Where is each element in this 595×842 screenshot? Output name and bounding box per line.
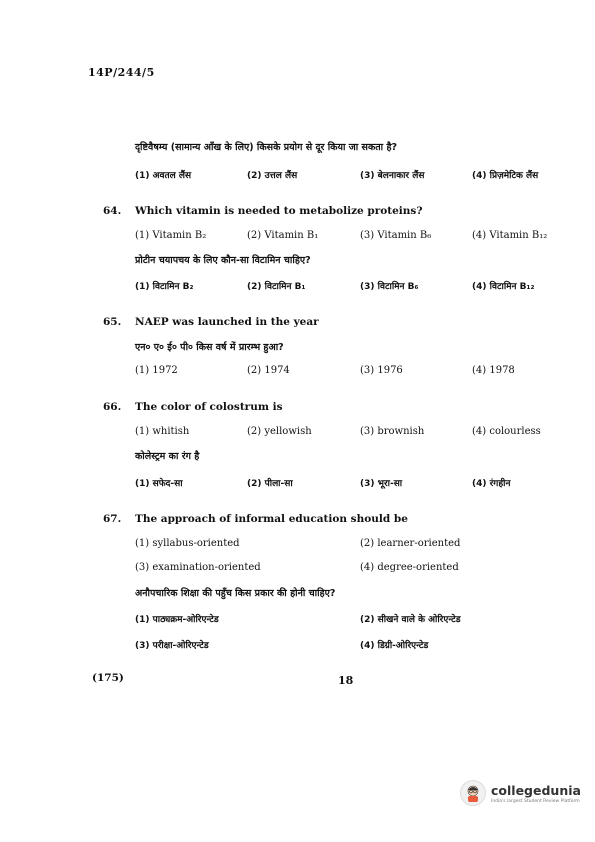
question-number: 64.: [103, 205, 122, 217]
option-hi: (3) विटामिन B₆: [360, 282, 419, 292]
option-en: (1) whitish: [135, 426, 190, 437]
option-en: (3) 1976: [360, 365, 403, 376]
option-en: (3) Vitamin B₆: [360, 230, 432, 241]
option-hi: (2) सीखने वाले के ओरिएन्टेड: [360, 615, 461, 625]
question-number: 66.: [103, 401, 122, 413]
watermark-logo: [460, 780, 581, 806]
option-en: (4) Vitamin B₁₂: [472, 230, 548, 241]
question-text-hi: एन० ए० ई० पी० किस वर्ष में प्रारम्भ हुआ?: [135, 342, 284, 353]
option-en: (1) syllabus-oriented: [135, 538, 240, 549]
question-text-en: The color of colostrum is: [135, 401, 283, 413]
question-text-en: Which vitamin is needed to metabolize proteins?: [135, 205, 423, 217]
option-hi: (3) भूरा-सा: [360, 479, 403, 489]
option-en: (1) Vitamin B₂: [135, 230, 207, 241]
carry-question-hi: दृष्टिवैषम्य (सामान्य आँख के लिए) किसके प्रयोग से दूर किया जा सकता है?: [135, 142, 397, 153]
option-hi: (3) परीक्षा-ओरिएन्टेड: [135, 641, 209, 651]
option-en: (2) yellowish: [247, 426, 312, 437]
option-hi: (4) डिग्री-ओरिएन्टेड: [360, 641, 429, 651]
carry-option-3: (3) बेलनाकार लैंस: [360, 171, 425, 181]
option-en: (3) examination-oriented: [135, 562, 261, 573]
option-en: (2) 1974: [247, 365, 290, 376]
carry-option-4: (4) प्रिज़मेटिक लैंस: [472, 171, 539, 181]
question-number: 65.: [103, 316, 122, 328]
carry-option-2: (2) उत्तल लैंस: [247, 171, 298, 181]
avatar-icon: [460, 780, 486, 806]
question-text-hi: कोलेस्ट्रम का रंग है: [135, 451, 200, 462]
carry-option-1: (1) अवतल लैंस: [135, 171, 192, 181]
option-en: (4) degree-oriented: [360, 562, 459, 573]
question-text-hi: प्रोटीन चयापचय के लिए कौन-सा विटामिन चाहिए?: [135, 255, 311, 266]
paper-code: 14P/244/5: [88, 66, 155, 79]
option-en: (1) 1972: [135, 365, 178, 376]
option-en: (4) 1978: [472, 365, 515, 376]
option-hi: (1) विटामिन B₂: [135, 282, 194, 292]
brand-name: collegedunia: [491, 782, 581, 798]
question-text-en: NAEP was launched in the year: [135, 316, 319, 328]
option-hi: (1) सफेद-सा: [135, 479, 183, 489]
question-text-hi: अनौपचारिक शिक्षा की पहुँच किस प्रकार की होनी चाहिए?: [135, 588, 336, 599]
option-hi: (2) पीला-सा: [247, 479, 293, 489]
option-en: (2) learner-oriented: [360, 538, 461, 549]
option-hi: (4) रंगहीन: [472, 479, 511, 489]
option-en: (2) Vitamin B₁: [247, 230, 319, 241]
question-number: 67.: [103, 513, 122, 525]
option-hi: (2) विटामिन B₁: [247, 282, 306, 292]
page-number: 18: [338, 674, 354, 687]
booklet-code: (175): [92, 672, 124, 684]
brand-tagline: India's largest Student Review Platform: [491, 798, 580, 804]
question-text-en: The approach of informal education should be: [135, 513, 408, 525]
option-hi: (4) विटामिन B₁₂: [472, 282, 535, 292]
option-en: (4) colourless: [472, 426, 541, 437]
option-en: (3) brownish: [360, 426, 425, 437]
option-hi: (1) पाठ्यक्रम-ओरिएन्टेड: [135, 615, 219, 625]
